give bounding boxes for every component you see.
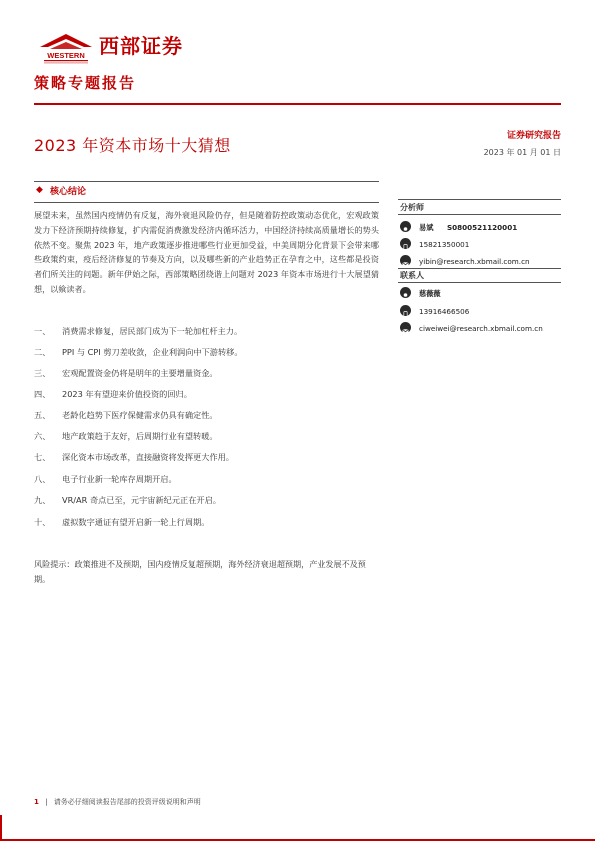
risk-warning: 风险提示：政策推进不及预期，国内疫情反复超预期，海外经济衰退超预期，产业发展不及预期。: [34, 559, 366, 584]
list-item-text: 地产政策趋于友好，后周期行业有望转暖。: [62, 431, 218, 441]
analyst-cert-number: S0800521120001: [447, 223, 518, 232]
footer-disclaimer: 请务必仔细阅读报告尾部的投资评级说明和声明: [53, 798, 201, 806]
intro-paragraph: 展望未来，虽然国内疫情仍有反复，海外衰退风险仍存，但是随着防控政策动态优化，宏观政策发力下经济预期持续修复，扩内需促消费激发经济内循环活力，中国经济持续高质量增长的势头依然不变。聚焦 2023 年，地产政策逐步推进哪些行业更加受益，中美周期分化背景下会带来哪些政策约束，疫后经济修复的节奏及方向，以及哪些新的产业趋势正在孕育之中，这些都是投资者们所关注的问题。新年伊始之际，西部策略团绕谐上问题对 2023 年资本市场进行十大展望猜想，以飨读者。: [34, 210, 379, 294]
list-item-text: 老龄化趋势下医疗保健需求仍具有确定性。: [62, 410, 218, 420]
report-date: 2023 年 01 月 01 日: [483, 148, 561, 157]
footer-separator: |: [45, 798, 48, 806]
analyst-phone: 15821350001: [419, 240, 470, 249]
page-footer: [34, 797, 201, 807]
list-item: [34, 389, 192, 400]
analyst-email[interactable]: yibin@research.xbmail.com.cn: [419, 257, 530, 266]
western-securities-logo: [36, 31, 96, 65]
sidebar-divider: [398, 214, 561, 215]
header-divider: [34, 103, 561, 105]
list-item-number: 十、: [34, 517, 51, 527]
list-item-text: 虚拟数字通证有望开启新一轮上行周期。: [62, 517, 210, 527]
section-top-divider: [34, 181, 379, 182]
list-item-number: 四、: [34, 389, 51, 399]
contact-phone: 13916466506: [419, 307, 470, 316]
list-item-text: 宏观配置资金仍将是明年的主要增量资金。: [62, 368, 218, 378]
sidebar-divider: [398, 199, 561, 200]
brand-name: 西部证券: [99, 34, 183, 58]
list-item: [34, 474, 177, 485]
list-item: [34, 326, 242, 337]
list-item: [34, 495, 221, 506]
list-item-number: 一、: [34, 326, 51, 336]
list-item-text: VR/AR 奇点已至，元宇宙新纪元正在开启。: [62, 495, 221, 505]
list-item-text: 电子行业新一轮库存周期开启。: [62, 474, 177, 484]
section-bottom-divider: [34, 202, 379, 203]
sidebar-divider: [398, 268, 561, 269]
list-item-text: PPI 与 CPI 剪刀差收敛，企业利润向中下游转移。: [62, 347, 243, 357]
list-item: [34, 410, 218, 421]
footer-accent-bar: [0, 815, 2, 841]
section-title: 核心结论: [50, 187, 87, 197]
phone-icon: [400, 238, 411, 249]
analyst-heading: 分析师: [400, 203, 424, 212]
diamond-bullet-icon: ◆: [36, 185, 43, 195]
page-number: 1: [34, 798, 39, 806]
svg-text:WESTERN: WESTERN: [47, 51, 85, 60]
list-item-number: 三、: [34, 368, 51, 378]
report-category: 证券研究报告: [506, 131, 561, 141]
list-item: [34, 517, 209, 528]
list-item-number: 五、: [34, 410, 51, 420]
list-item: [34, 368, 218, 379]
list-item: [34, 347, 243, 358]
list-item-text: 消费需求修复，居民部门成为下一轮加杠杆主力。: [62, 326, 243, 336]
email-icon: [400, 255, 411, 266]
list-item-number: 八、: [34, 474, 51, 484]
list-item-text: 2023 年有望迎来价值投资的回归。: [62, 389, 192, 399]
contact-heading: 联系人: [400, 271, 424, 280]
list-item-number: 七、: [34, 452, 51, 462]
list-item-number: 二、: [34, 347, 51, 357]
list-item-text: 深化资本市场改革，直接融资将发挥更大作用。: [62, 452, 234, 462]
page-title: 2023 年资本市场十大猜想: [34, 136, 231, 155]
email-icon: [400, 322, 411, 333]
phone-icon: [400, 305, 411, 316]
list-item-number: 六、: [34, 431, 51, 441]
sidebar-divider: [398, 282, 561, 283]
list-item: [34, 431, 218, 442]
analyst-name: 易斌: [419, 223, 434, 232]
list-item: [34, 452, 234, 463]
list-item-number: 九、: [34, 495, 51, 505]
report-type: 策略专题报告: [34, 74, 137, 92]
person-icon: [400, 221, 411, 232]
contact-name: 慈薇薇: [419, 289, 441, 298]
contact-email[interactable]: ciweiwei@research.xbmail.com.cn: [419, 324, 543, 333]
person-icon: [400, 287, 411, 298]
